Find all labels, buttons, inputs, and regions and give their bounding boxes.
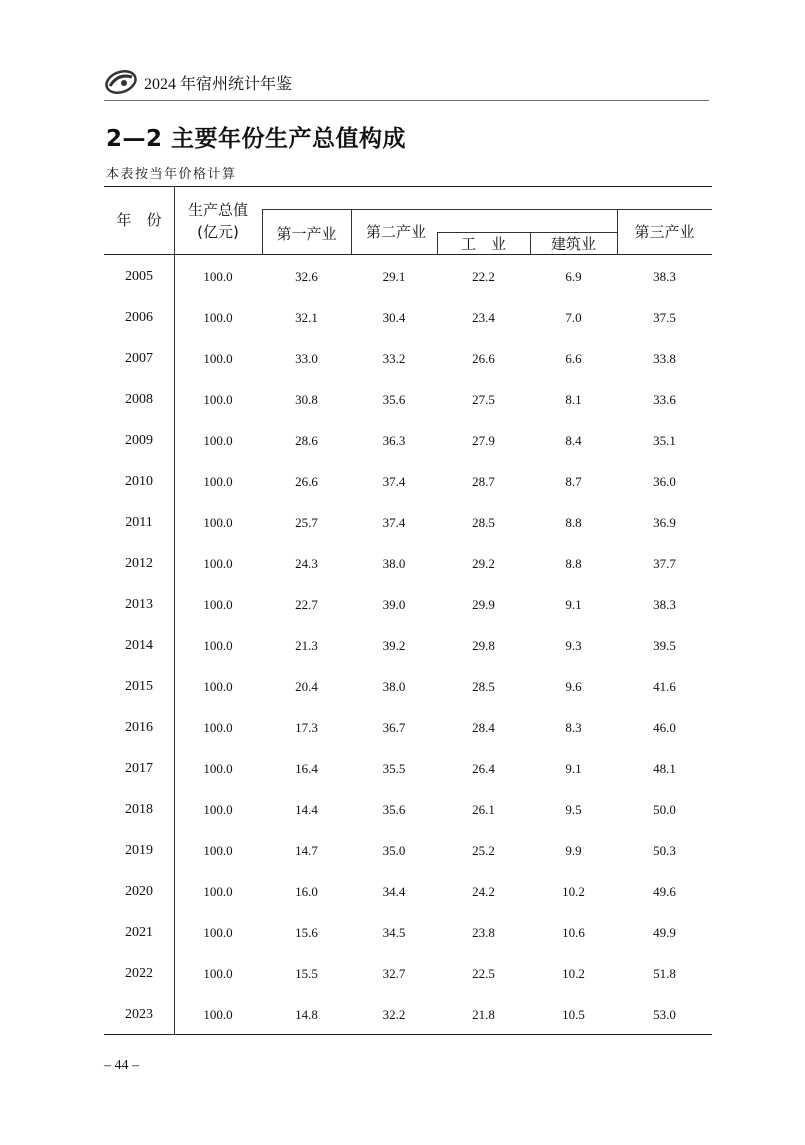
cell-gdp: 100.0	[203, 761, 233, 776]
cell-year: 2006	[125, 310, 153, 325]
col-header-gdp: 生产总值	[187, 201, 248, 219]
col-header-year: 年 份	[116, 211, 162, 229]
cell-tertiary: 39.5	[653, 638, 676, 653]
cell-secondary: 35.0	[382, 843, 406, 858]
cell-tertiary: 50.0	[653, 802, 676, 817]
cell-year: 2012	[125, 556, 153, 571]
cell-gdp: 100.0	[203, 720, 233, 735]
cell-industry: 26.1	[472, 802, 495, 817]
cell-industry: 29.2	[472, 556, 495, 571]
cell-construction: 9.3	[565, 638, 582, 653]
header-divider	[104, 100, 709, 101]
cell-industry: 27.5	[472, 392, 495, 407]
cell-gdp: 100.0	[203, 679, 233, 694]
cell-secondary: 37.4	[382, 515, 406, 530]
table-row	[104, 707, 712, 748]
cell-secondary: 35.5	[382, 761, 406, 776]
cell-year: 2015	[125, 679, 153, 694]
cell-gdp: 100.0	[203, 597, 233, 612]
cell-industry: 27.9	[472, 433, 495, 448]
cell-secondary: 37.4	[382, 474, 406, 489]
cell-tertiary: 33.8	[653, 351, 676, 366]
cell-primary: 32.1	[295, 310, 318, 325]
cell-secondary: 34.5	[382, 925, 406, 940]
cell-year: 2005	[125, 269, 153, 284]
cell-year: 2011	[125, 515, 153, 530]
cell-secondary: 39.2	[382, 638, 406, 653]
table-note: 本表按当年价格计算	[106, 167, 237, 182]
cell-primary: 16.0	[295, 884, 318, 899]
cell-tertiary: 53.0	[653, 1007, 676, 1022]
cell-construction: 9.9	[565, 843, 582, 858]
cell-gdp: 100.0	[203, 433, 233, 448]
cell-year: 2023	[125, 1007, 153, 1022]
cell-year: 2022	[125, 966, 153, 981]
cell-construction: 9.1	[565, 761, 582, 776]
table-row	[104, 666, 712, 707]
cell-tertiary: 37.5	[653, 310, 676, 325]
table-row	[104, 912, 712, 953]
cell-secondary: 35.6	[382, 802, 406, 817]
col-header-primary: 第一产业	[276, 225, 337, 243]
table-row	[104, 379, 712, 420]
cell-industry: 22.2	[472, 269, 495, 284]
cell-primary: 14.4	[295, 802, 318, 817]
table-row	[104, 256, 712, 297]
cell-industry: 28.5	[472, 679, 495, 694]
cell-tertiary: 48.1	[653, 761, 676, 776]
cell-gdp: 100.0	[203, 351, 233, 366]
cell-year: 2008	[125, 392, 153, 407]
cell-industry: 21.8	[472, 1007, 495, 1022]
cell-gdp: 100.0	[203, 966, 233, 981]
col-header-gdp-unit: (亿元)	[197, 223, 239, 241]
table-title: 2—2 主要年份生产总值构成	[106, 126, 407, 152]
cell-year: 2010	[125, 474, 153, 489]
cell-year: 2014	[125, 638, 153, 653]
header-sub-rule	[262, 209, 712, 210]
cell-industry: 28.5	[472, 515, 495, 530]
cell-industry: 22.5	[472, 966, 495, 981]
cell-secondary: 29.1	[382, 269, 406, 284]
yearbook-logo-icon	[104, 69, 138, 95]
table-row	[104, 789, 712, 830]
cell-industry: 26.6	[472, 351, 495, 366]
cell-construction: 10.2	[562, 966, 585, 981]
cell-tertiary: 37.7	[653, 556, 676, 571]
cell-tertiary: 38.3	[653, 597, 676, 612]
cell-primary: 25.7	[295, 515, 318, 530]
table-row	[104, 625, 712, 666]
cell-secondary: 30.4	[382, 310, 406, 325]
cell-tertiary: 50.3	[653, 843, 676, 858]
cell-primary: 15.5	[295, 966, 318, 981]
table-row	[104, 297, 712, 338]
page-number: – 44 –	[104, 1058, 139, 1073]
cell-tertiary: 49.9	[653, 925, 676, 940]
cell-year: 2013	[125, 597, 153, 612]
cell-year: 2017	[125, 761, 153, 776]
cell-construction: 6.6	[565, 351, 582, 366]
cell-gdp: 100.0	[203, 925, 233, 940]
cell-construction: 8.4	[565, 433, 582, 448]
cell-primary: 20.4	[295, 679, 318, 694]
cell-secondary: 35.6	[382, 392, 406, 407]
cell-construction: 10.2	[562, 884, 585, 899]
cell-construction: 9.6	[565, 679, 582, 694]
cell-year: 2020	[125, 884, 153, 899]
table-row	[104, 871, 712, 912]
cell-construction: 9.1	[565, 597, 582, 612]
cell-year: 2007	[125, 351, 153, 366]
cell-tertiary: 41.6	[653, 679, 676, 694]
cell-tertiary: 35.1	[653, 433, 676, 448]
cell-gdp: 100.0	[203, 884, 233, 899]
book-title: 2024 年宿州统计年鉴	[144, 75, 293, 93]
cell-primary: 16.4	[295, 761, 318, 776]
cell-construction: 6.9	[565, 269, 582, 284]
cell-primary: 22.7	[295, 597, 318, 612]
cell-tertiary: 36.0	[653, 474, 676, 489]
cell-primary: 30.8	[295, 392, 318, 407]
cell-industry: 23.8	[472, 925, 495, 940]
col-header-industry: 工 业	[460, 235, 506, 253]
cell-year: 2019	[125, 843, 153, 858]
cell-construction: 8.8	[565, 556, 582, 571]
table-row	[104, 830, 712, 871]
cell-tertiary: 36.9	[653, 515, 676, 530]
cell-industry: 28.4	[472, 720, 495, 735]
table-row	[104, 420, 712, 461]
cell-secondary: 38.0	[382, 556, 406, 571]
col-header-secondary: 第二产业	[365, 223, 426, 241]
table-header-rule	[104, 254, 712, 255]
cell-construction: 8.7	[565, 474, 582, 489]
cell-gdp: 100.0	[203, 638, 233, 653]
cell-secondary: 32.7	[382, 966, 406, 981]
cell-industry: 26.4	[472, 761, 495, 776]
cell-primary: 24.3	[295, 556, 318, 571]
cell-tertiary: 46.0	[653, 720, 676, 735]
table-row	[104, 584, 712, 625]
cell-construction: 8.8	[565, 515, 582, 530]
cell-industry: 23.4	[472, 310, 495, 325]
cell-gdp: 100.0	[203, 515, 233, 530]
col-header-construction: 建筑业	[550, 235, 596, 253]
cell-primary: 32.6	[295, 269, 318, 284]
cell-construction: 7.0	[565, 310, 582, 325]
cell-tertiary: 49.6	[653, 884, 676, 899]
cell-secondary: 34.4	[382, 884, 406, 899]
table-row	[104, 543, 712, 584]
cell-primary: 14.8	[295, 1007, 318, 1022]
cell-secondary: 32.2	[382, 1007, 406, 1022]
cell-gdp: 100.0	[203, 1007, 233, 1022]
cell-year: 2009	[125, 433, 153, 448]
cell-primary: 14.7	[295, 843, 318, 858]
cell-industry: 25.2	[472, 843, 495, 858]
cell-year: 2018	[125, 802, 153, 817]
cell-year: 2021	[125, 925, 153, 940]
cell-industry: 29.8	[472, 638, 495, 653]
cell-secondary: 33.2	[382, 351, 406, 366]
cell-gdp: 100.0	[203, 474, 233, 489]
cell-construction: 10.6	[562, 925, 585, 940]
table-row	[104, 461, 712, 502]
header-secondary-rule	[437, 232, 617, 233]
cell-industry: 29.9	[472, 597, 495, 612]
cell-industry: 24.2	[472, 884, 495, 899]
cell-gdp: 100.0	[203, 802, 233, 817]
cell-secondary: 36.7	[382, 720, 406, 735]
cell-gdp: 100.0	[203, 556, 233, 571]
col-header-tertiary: 第三产业	[634, 223, 695, 241]
table-top-rule	[104, 186, 712, 187]
cell-year: 2016	[125, 720, 153, 735]
cell-primary: 26.6	[295, 474, 318, 489]
running-header	[104, 64, 292, 100]
cell-tertiary: 33.6	[653, 392, 676, 407]
cell-industry: 28.7	[472, 474, 495, 489]
cell-secondary: 36.3	[382, 433, 406, 448]
cell-tertiary: 38.3	[653, 269, 676, 284]
cell-construction: 10.5	[562, 1007, 585, 1022]
table-row	[104, 953, 712, 994]
cell-primary: 33.0	[295, 351, 318, 366]
cell-construction: 8.3	[565, 720, 582, 735]
cell-primary: 15.6	[295, 925, 318, 940]
cell-construction: 9.5	[565, 802, 582, 817]
cell-construction: 8.1	[565, 392, 582, 407]
cell-tertiary: 51.8	[653, 966, 676, 981]
cell-secondary: 39.0	[382, 597, 406, 612]
cell-primary: 21.3	[295, 638, 318, 653]
table-row	[104, 338, 712, 379]
table-row	[104, 502, 712, 543]
cell-gdp: 100.0	[203, 310, 233, 325]
table-row	[104, 994, 712, 1035]
cell-secondary: 38.0	[382, 679, 406, 694]
cell-primary: 28.6	[295, 433, 318, 448]
cell-gdp: 100.0	[203, 269, 233, 284]
cell-gdp: 100.0	[203, 843, 233, 858]
table-row	[104, 748, 712, 789]
cell-primary: 17.3	[295, 720, 318, 735]
cell-gdp: 100.0	[203, 392, 233, 407]
